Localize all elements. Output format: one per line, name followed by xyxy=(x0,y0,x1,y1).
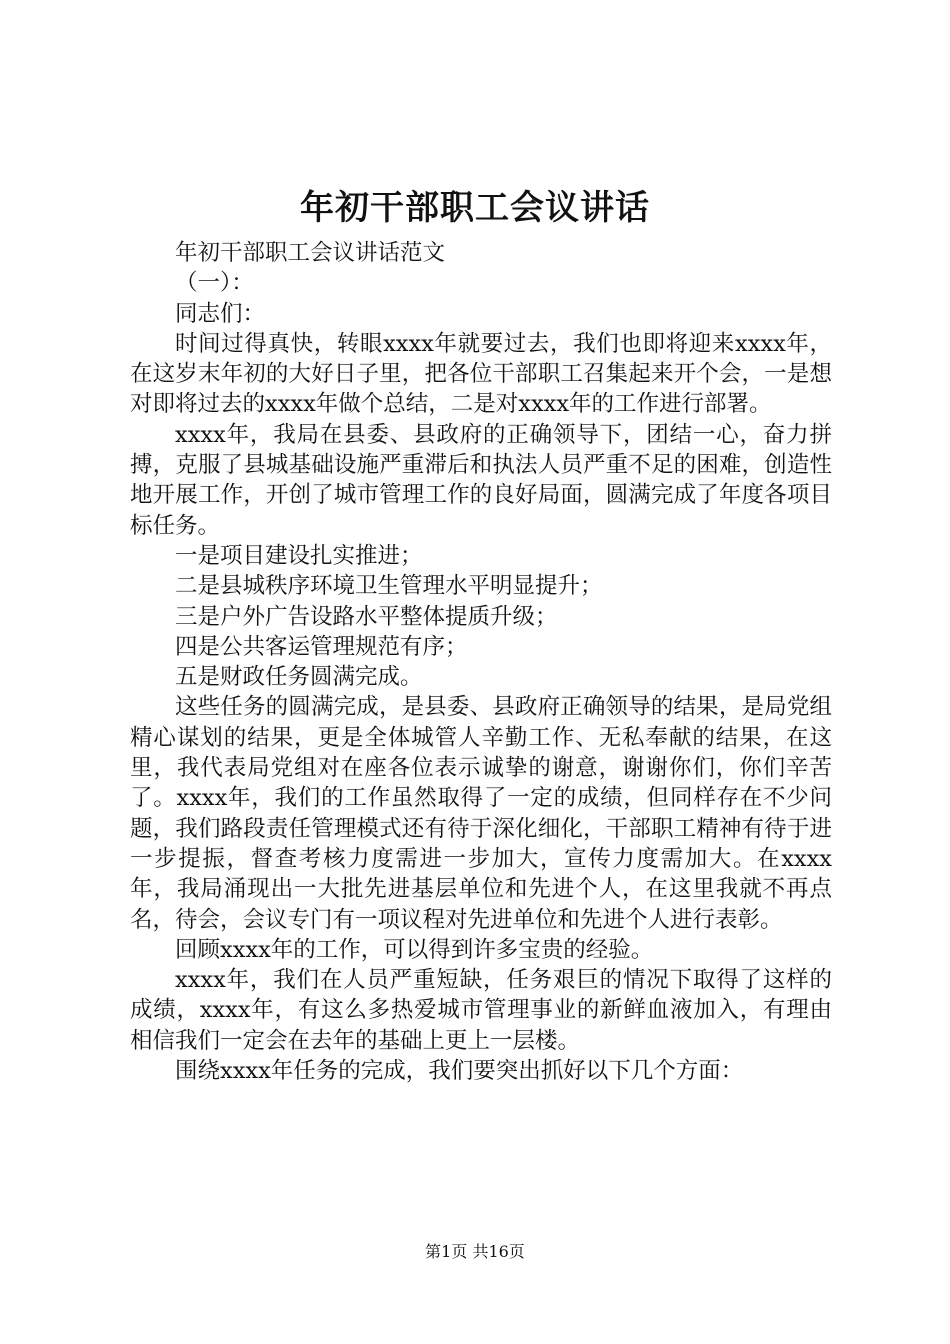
paragraph: 围绕xxxx年任务的完成，我们要突出抓好以下几个方面： xyxy=(175,1058,744,1085)
paragraph-list-item: 一是项目建设扎实推进； xyxy=(175,542,423,569)
paragraph-list-item: 二是县城秩序环境卫生管理水平明显提升； xyxy=(175,573,603,600)
paragraph-list-item: 三是户外广告设路水平整体提质升级； xyxy=(175,603,558,630)
paragraph: xxxx年，我局在县委、县政府的正确领导下，团结一心，奋力拼搏，克服了县城基础设施严重滞后和执法人员严重不足的困难，创造性地开展工作，开创了城市管理工作的良好局面，圆满完成了年度各项目标任务。 xyxy=(130,421,832,539)
page-footer: 第1页 共16页 xyxy=(425,1242,525,1261)
paragraph: 时间过得真快，转眼xxxx年就要过去，我们也即将迎来xxxx年，在这岁末年初的大好日子里，把各位干部职工召集起来开个会，一是想对即将过去的xxxx年做个总结，二是对xxxx年的工作进行部署。 xyxy=(130,330,832,418)
paragraph-salutation: 同志们： xyxy=(175,300,266,327)
paragraph: 这些任务的圆满完成，是县委、县政府正确领导的结果，是局党组精心谋划的结果，更是全体城管人辛勤工作、无私奉献的结果，在这里，我代表局党组对在座各位表示诚挚的谢意，谢谢你们，你们辛苦了。xxxx年，我们的工作虽然取得了一定的成绩，但同样存在不少问题，我们路段责任管理模式还有待于深化细化，干部职工精神有待于进一步提振，督查考核力度需进一步加大，宣传力度需加大。在xxxx年，我局涌现出一大批先进基层单位和先进个人，在这里我就不再点名，待会，会议专门有一项议程对先进单位和先进个人进行表彰。 xyxy=(130,694,832,933)
paragraph: 回顾xxxx年的工作，可以得到许多宝贵的经验。 xyxy=(175,936,654,963)
paragraph-list-item: 五是财政任务圆满完成。 xyxy=(175,664,423,691)
paragraph-list-item: 四是公共客运管理规范有序； xyxy=(175,633,468,660)
document-body xyxy=(130,238,832,1086)
document-title: 年初干部职工会议讲话 xyxy=(300,188,650,228)
paragraph: xxxx年，我们在人员严重短缺，任务艰巨的情况下取得了这样的成绩，xxxx年，有这么多热爱城市管理事业的新鲜血液加入，有理由相信我们一定会在去年的基础上更上一层楼。 xyxy=(130,967,832,1054)
paragraph-subtitle: 年初干部职工会议讲话范文 xyxy=(175,240,446,266)
paragraph-section-number: （一）： xyxy=(175,270,254,297)
